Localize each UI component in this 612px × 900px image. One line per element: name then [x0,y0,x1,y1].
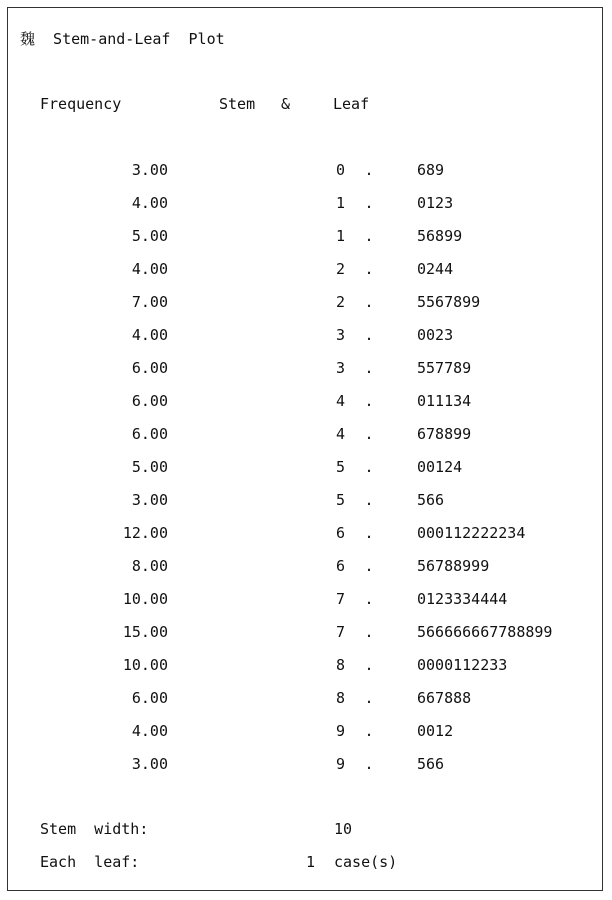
row-stem: 8 [335,689,345,707]
row-stem: 6 [335,524,345,542]
row-stem: 9 [335,755,345,773]
row-frequency: 6.00 [131,359,168,377]
each-leaf-unit: case(s) [334,853,398,871]
row-leaf: 000112222234 [417,524,526,542]
row-stem: 6 [335,557,345,575]
header-frequency: Frequency [40,95,122,113]
row-frequency: 4.00 [131,194,168,212]
row-stem: 7 [335,623,345,641]
row-stem: 9 [335,722,345,740]
row-leaf: 678899 [417,425,472,443]
row-frequency: 4.00 [131,722,168,740]
row-leaf: 0012 [417,722,454,740]
row-frequency: 10.00 [122,656,168,674]
row-stem: 5 [335,491,345,509]
row-leaf: 667888 [417,689,472,707]
row-separator: . [364,260,374,278]
each-leaf-label: Each leaf: [40,853,140,871]
row-stem: 2 [335,260,345,278]
row-stem: 1 [335,227,345,245]
row-leaf: 0000112233 [417,656,508,674]
row-leaf: 00124 [417,458,463,476]
row-leaf: 566666667788899 [417,623,553,641]
row-separator: . [364,590,374,608]
stem-width-label: Stem width: [40,820,149,838]
row-frequency: 12.00 [122,524,168,542]
row-separator: . [364,689,374,707]
row-leaf: 566 [417,491,445,509]
each-leaf-count: 1 [305,853,315,871]
row-leaf: 689 [417,161,445,179]
row-separator: . [364,524,374,542]
row-frequency: 15.00 [122,623,168,641]
row-separator: . [364,194,374,212]
row-leaf: 56899 [417,227,463,245]
row-separator: . [364,425,374,443]
row-frequency: 6.00 [131,689,168,707]
row-leaf: 011134 [417,392,472,410]
row-separator: . [364,623,374,641]
row-stem: 1 [335,194,345,212]
row-stem: 7 [335,590,345,608]
row-frequency: 6.00 [131,425,168,443]
row-frequency: 3.00 [131,161,168,179]
row-stem: 0 [335,161,345,179]
row-stem: 8 [335,656,345,674]
row-separator: . [364,293,374,311]
row-separator: . [364,227,374,245]
row-stem: 4 [335,392,345,410]
row-frequency: 3.00 [131,755,168,773]
header-stem: Stem [219,95,256,113]
row-frequency: 5.00 [131,458,168,476]
row-frequency: 10.00 [122,590,168,608]
row-leaf: 0023 [417,326,454,344]
row-separator: . [364,722,374,740]
row-frequency: 8.00 [131,557,168,575]
row-separator: . [364,557,374,575]
row-leaf: 557789 [417,359,472,377]
row-frequency: 4.00 [131,326,168,344]
header-leaf: Leaf [333,95,370,113]
row-stem: 5 [335,458,345,476]
row-separator: . [364,326,374,344]
row-leaf: 56788999 [417,557,490,575]
plot-title: 魏 Stem-and-Leaf Plot [20,30,225,48]
row-separator: . [364,755,374,773]
row-stem: 2 [335,293,345,311]
row-leaf: 5567899 [417,293,481,311]
row-frequency: 5.00 [131,227,168,245]
header-ampersand: & [281,95,291,113]
row-leaf: 0123334444 [417,590,508,608]
row-separator: . [364,458,374,476]
row-separator: . [364,491,374,509]
stem-width-value: 10 [334,820,353,838]
row-stem: 3 [335,359,345,377]
row-frequency: 3.00 [131,491,168,509]
row-separator: . [364,359,374,377]
row-separator: . [364,161,374,179]
row-frequency: 4.00 [131,260,168,278]
row-stem: 4 [335,425,345,443]
row-leaf: 566 [417,755,445,773]
row-stem: 3 [335,326,345,344]
row-frequency: 6.00 [131,392,168,410]
row-separator: . [364,656,374,674]
row-separator: . [364,392,374,410]
row-leaf: 0244 [417,260,454,278]
row-leaf: 0123 [417,194,454,212]
row-frequency: 7.00 [131,293,168,311]
